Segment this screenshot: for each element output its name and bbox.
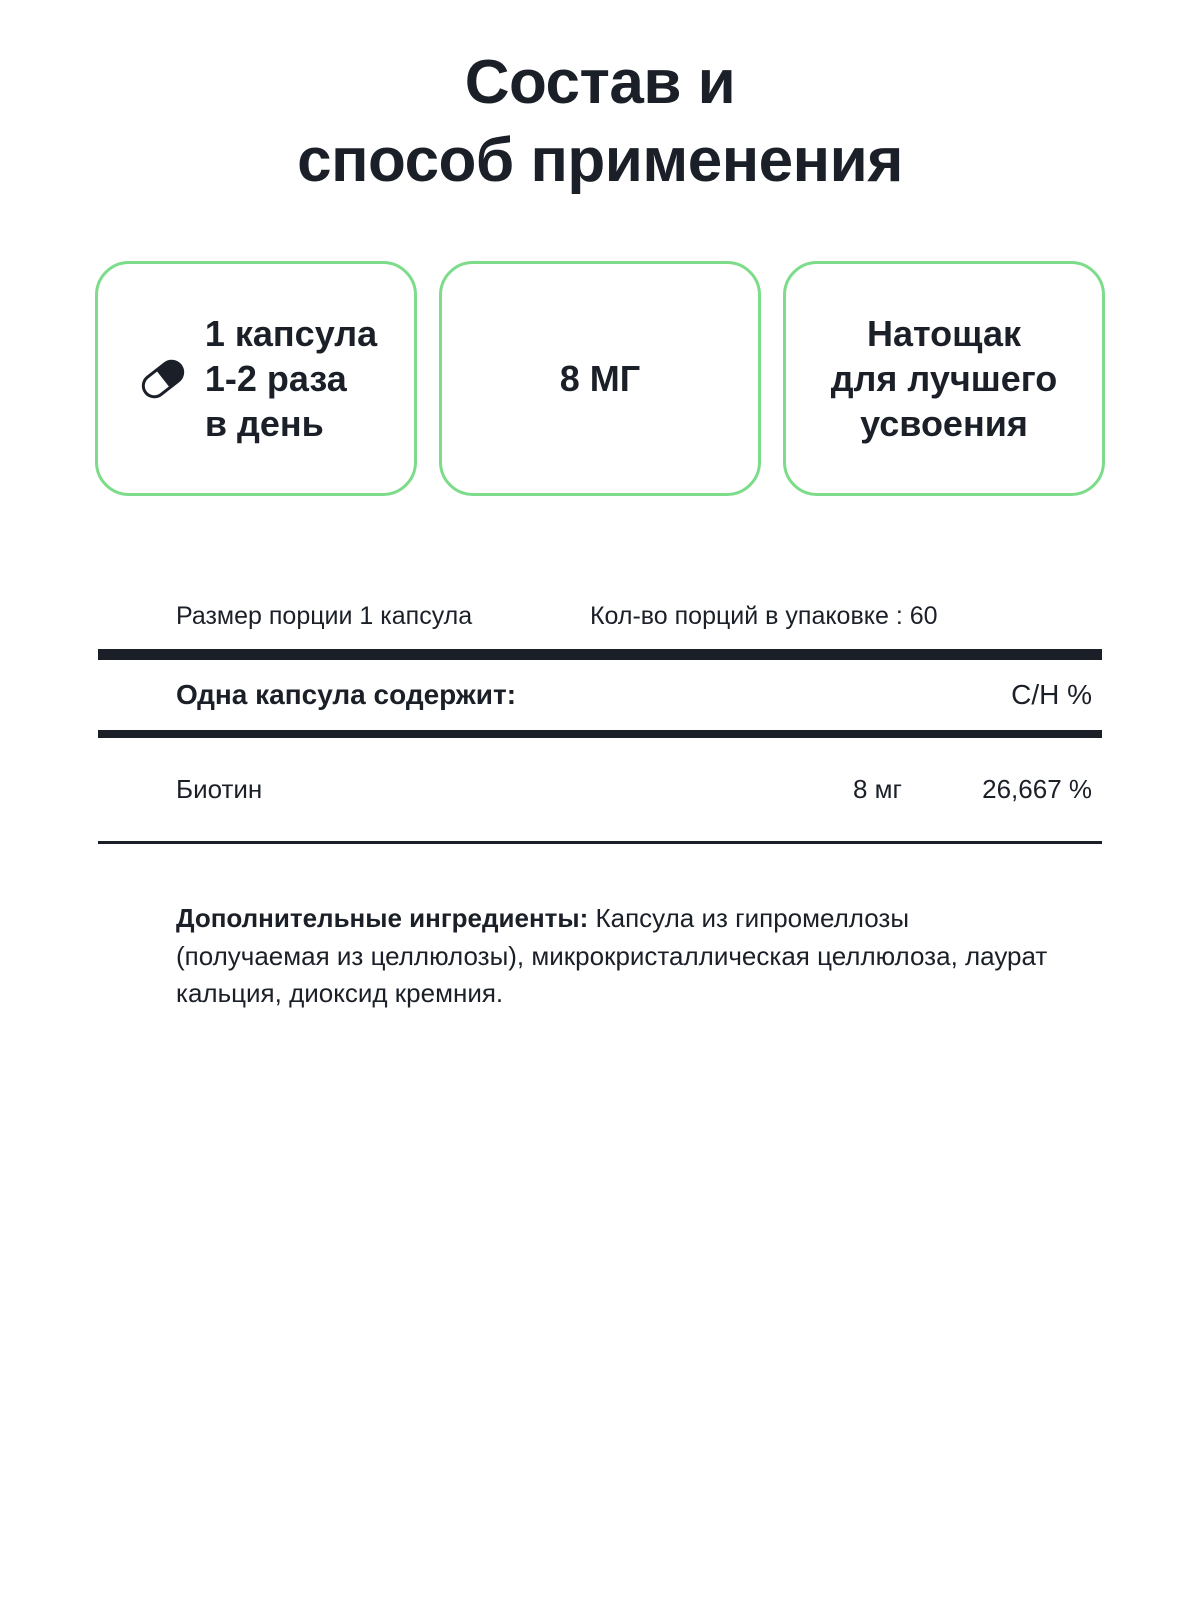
nutrient-amount: 8 мг xyxy=(852,774,902,804)
card-timing-line-1: Натощак xyxy=(866,313,1022,354)
other-ingredients xyxy=(98,900,1102,1013)
page-title-line-1: Состав и xyxy=(464,48,736,117)
capsule-icon xyxy=(135,351,191,407)
table-rule-bottom xyxy=(98,841,1102,844)
other-ingredients-text: Капсула из гипромеллозы (получаемая из целлюлозы), микрокристаллическая целлюлоза, лаурат кальция, диоксид кремния. xyxy=(176,903,1048,1009)
servings-per-container: Кол-во порций в упаковке : 60 xyxy=(589,602,938,630)
card-strength-line-1: 8 МГ xyxy=(559,358,641,399)
card-dosage-line-2: 1-2 раза xyxy=(204,358,347,399)
table-rule-mid xyxy=(98,730,1102,738)
card-strength-text xyxy=(560,356,640,401)
table-header-daily-value: С/Н % xyxy=(1011,679,1092,710)
card-dosage-line-1: 1 капсула xyxy=(204,313,378,354)
nutrient-daily-value: 26,667 % xyxy=(982,774,1092,804)
table-header-row xyxy=(98,660,1102,730)
serving-size: Размер порции 1 капсула xyxy=(176,602,473,630)
table-rule-top xyxy=(98,649,1102,660)
card-timing xyxy=(783,261,1105,496)
serving-info xyxy=(98,602,1102,631)
table-header-label: Одна капсула содержит: xyxy=(176,679,517,710)
nutrient-name: Биотин xyxy=(176,774,263,804)
highlight-cards xyxy=(95,261,1105,496)
card-timing-line-3: усвоения xyxy=(860,403,1028,444)
table-row xyxy=(98,738,1102,841)
supplement-facts-table xyxy=(98,649,1102,844)
card-timing-line-2: для лучшего xyxy=(830,358,1058,399)
card-dosage xyxy=(95,261,417,496)
page-title xyxy=(0,0,1200,199)
card-strength xyxy=(439,261,761,496)
card-dosage-line-3: в день xyxy=(204,403,324,444)
card-dosage-text xyxy=(205,311,377,446)
card-timing-text xyxy=(831,311,1058,446)
page-title-line-2: способ применения xyxy=(297,125,903,195)
other-ingredients-label: Дополнительные ингредиенты: xyxy=(176,903,589,933)
